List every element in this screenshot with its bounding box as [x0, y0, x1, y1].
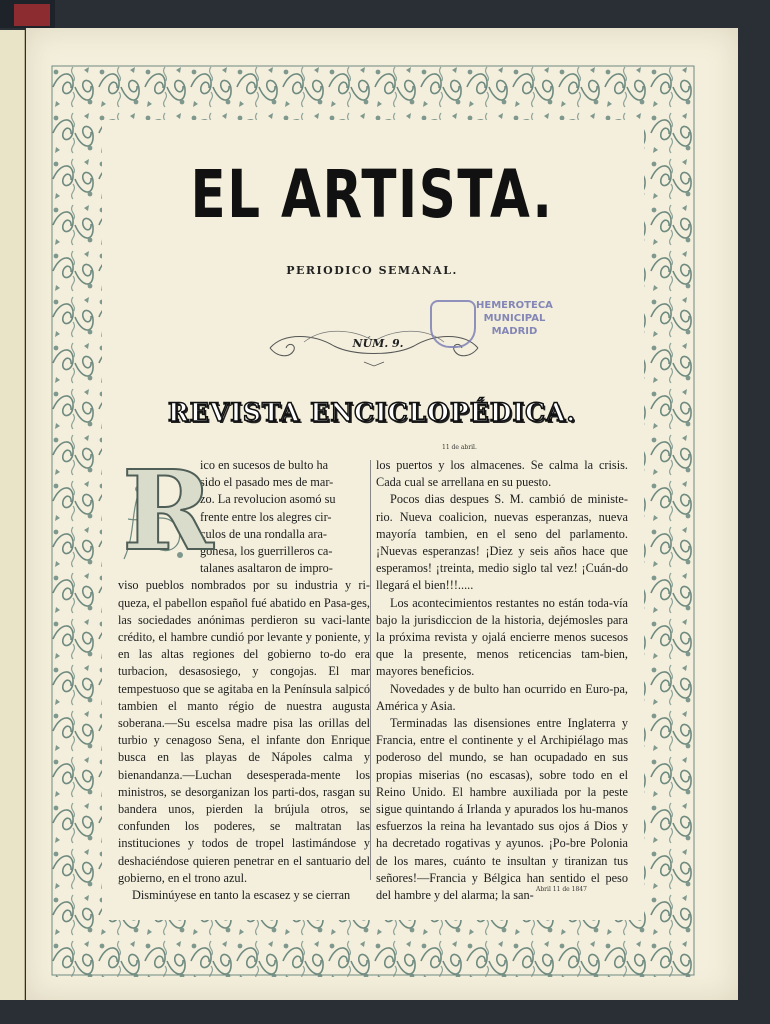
- right-paragraph-1: los puertos y los almacenes. Se calma la crisis. Cada cual se arrellana en su puesto.: [376, 458, 628, 490]
- article-date: 11 de abril.: [442, 444, 477, 451]
- column-divider: [370, 460, 371, 880]
- section-title: REVISTA ENCICLOPÉDICA.: [167, 398, 577, 427]
- right-paragraph-3: Los acontecimientos restantes no están toda-vía bajo la jurisdiccion de la historia, dejémosles para la próxima revista y ojalá encierre menos sucesos que la presente, menos reticencias tam-bien, mayores beneficios.: [376, 595, 628, 679]
- right-paragraph-2: Pocos dias despues S. M. cambió de ministe-rio. Nueva coalicion, nuevas esperanzas, nueva mayoría tambien, en el seno del parlamento. ¡Nuevas esperanzas! ¡Diez y seis años hace que esperamos! ¡treinta, medio siglo tal vez! ¡Cuán-do llegará el bien!!!.....: [376, 492, 628, 593]
- footer-date: Abril 11 de 1847: [536, 886, 587, 893]
- left-paragraph-last: Disminúyese en tanto la escasez y se cierran: [132, 888, 351, 903]
- library-stamp: [430, 296, 568, 352]
- stamp-line-2: MUNICIPAL: [483, 313, 546, 324]
- left-line-7: talanes asaltaron de impro-: [200, 561, 333, 576]
- left-line-2: sido el pasado mes de mar-: [200, 475, 334, 490]
- right-paragraph-4: Novedades y de bulto han ocurrido en Euro-pa, América y Asia.: [376, 681, 628, 713]
- coat-of-arms-icon: [430, 300, 476, 348]
- left-paragraph-body: viso pueblos nombrados por su industria y ri-queza, el pabellon español fué abatido en Pasa-ges, las sociedades anónimas perdieron su vaci-lante crédito, el hambre cundió por levante y poniente, y en las altas regiones del gobierno to-do era turbacion, desasosiego, y congojas. El mar tempestuoso que se agitaba en la Península salpicó tambien el manto régio de nuestra augusta soberana.—Su escelsa madre pisa las orillas del turbio y cenagoso Sena, el infante don Enrique busca en las playas de Nápoles calma y bienandanza.—Luchan desesperada-mente los ministros, se desorganizan los parti-dos, rasgan su bandera unos, pierden la brújula otros, se confunden los poderes, se maltratan las instituciones y todos de tropel lastimándose y deshaciéndose quieren penetrar en el santuario del gobierno, en el trono azul.: [118, 578, 370, 885]
- binding-label: [14, 4, 50, 26]
- masthead-subtitle: PERIODICO SEMANAL.: [286, 264, 458, 277]
- left-line-3: zo. La revolucion asomó su: [200, 492, 336, 507]
- stamp-line-3: MADRID: [491, 326, 538, 337]
- initial-letter: R: [122, 446, 214, 575]
- masthead-title: EL ARTISTA.: [190, 156, 554, 233]
- left-line-4: frente entre los alegres cir-: [200, 509, 332, 524]
- left-page-edge: [0, 30, 25, 1000]
- left-line-5: culos de una rondalla ara-: [200, 526, 328, 541]
- right-column: [376, 457, 628, 904]
- decorated-initial: [118, 446, 214, 575]
- right-paragraph-5: Terminadas las disensiones entre Inglaterra y Francia, entre el continente y el Archipiélago mas poderoso del mundo, se han ocupadado en sus propias miserias (no escasas), sobre todo en el Reino Unido. El hambre auxiliada por la peste sigue quintando á Irlanda y apurados los hu-manos esfuerzos la reina ha levantado sus ojos á Dios y ha decretado rogativas y ayunos. ¡Po-bre Polonia de los mares, cuánto te insultan y tiranizan tus señores!—Francia y Bélgica han sentido el peso del hambre y del alarma; la san-: [376, 716, 628, 903]
- left-column: [118, 446, 370, 904]
- issue-number: NÚM. 9.: [352, 337, 404, 350]
- left-line-6: gonesa, los guerrilleros ca-: [200, 544, 333, 559]
- left-line-1: ico en sucesos de bulto ha: [200, 458, 329, 472]
- stamp-line-1: HEMEROTECA: [476, 300, 553, 311]
